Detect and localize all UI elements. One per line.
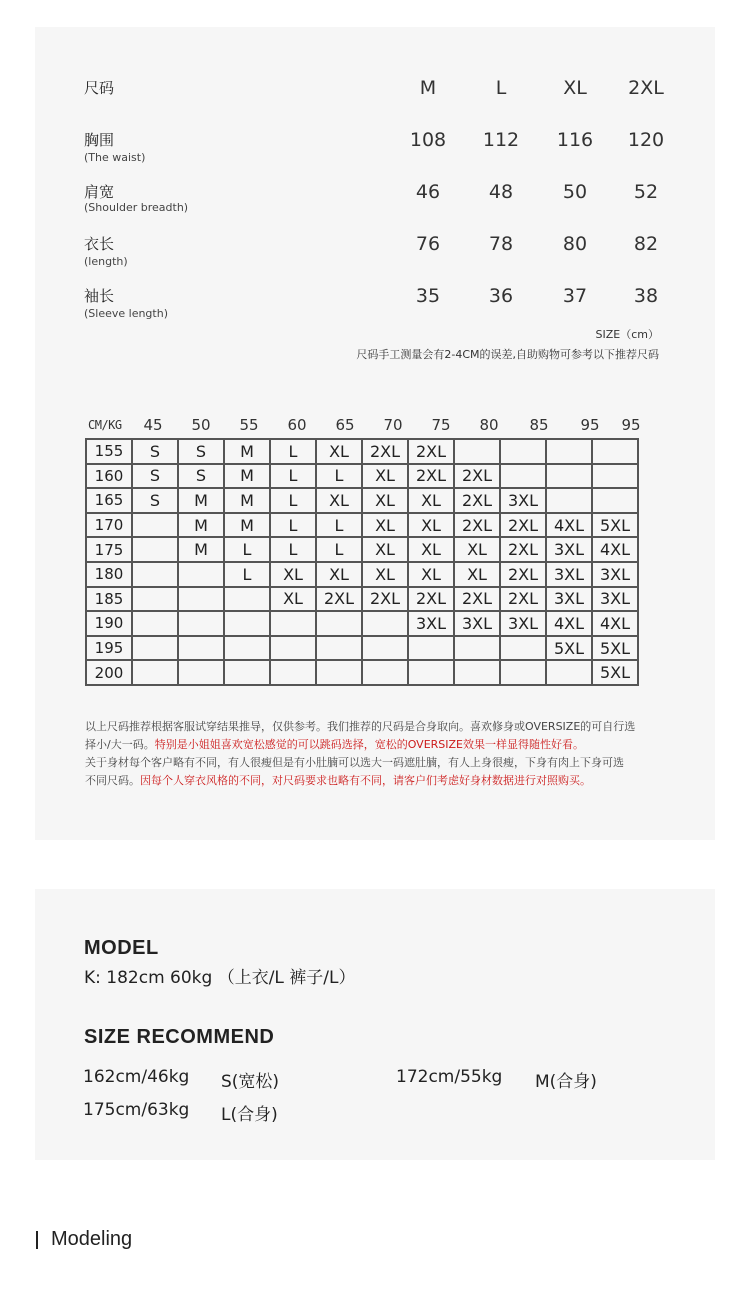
- grid-cell: [270, 660, 316, 685]
- size-value: 80: [562, 233, 588, 255]
- model-info: K: 182cm 60kg （上衣/L 裤子/L）: [84, 968, 356, 988]
- grid-cell: XL: [454, 537, 500, 562]
- weight-label: 65: [335, 416, 355, 434]
- grid-cell: [132, 636, 178, 661]
- grid-cell: 2XL: [500, 513, 546, 538]
- grid-cell: L: [224, 537, 270, 562]
- size-value: 120: [627, 129, 665, 151]
- disclaimer-highlight: 因每个人穿衣风格的不同，对尺码要求也略有不同，请客户们考虑好身材数据进行对照购买。: [140, 774, 591, 787]
- grid-cell: M: [178, 488, 224, 513]
- weight-label: 95: [621, 416, 641, 434]
- row-label: 衣长: [84, 235, 115, 253]
- height-label: 160: [86, 464, 132, 489]
- grid-cell: XL: [362, 464, 408, 489]
- grid-cell: 2XL: [500, 562, 546, 587]
- grid-cell: 2XL: [454, 587, 500, 612]
- grid-row: [86, 464, 638, 489]
- grid-weight-header: [88, 416, 663, 436]
- grid-cell: 2XL: [362, 587, 408, 612]
- grid-row: [86, 611, 638, 636]
- grid-cell: XL: [408, 537, 454, 562]
- grid-cell: S: [132, 439, 178, 464]
- grid-cell: [362, 611, 408, 636]
- grid-cell: M: [224, 513, 270, 538]
- weight-label: 85: [529, 416, 549, 434]
- row-label: 胸围: [84, 131, 115, 149]
- grid-cell: 3XL: [546, 562, 592, 587]
- weight-label: 45: [143, 416, 163, 434]
- row-label: 袖长: [84, 287, 115, 305]
- grid-cell: [178, 562, 224, 587]
- disclaimer-line: 关于身材每个客户略有不同，有人很瘦但是有小肚腩可以选大一码遮肚腩，有人上身很瘦，下身有肉上下身可选: [85, 756, 624, 769]
- row-sublabel: (Shoulder breadth): [84, 201, 189, 214]
- size-recommendation-grid: [85, 438, 639, 686]
- grid-cell: [454, 636, 500, 661]
- grid-cell: L: [224, 562, 270, 587]
- height-label: 170: [86, 513, 132, 538]
- grid-cell: XL: [362, 488, 408, 513]
- grid-cell: [454, 660, 500, 685]
- grid-cell: 3XL: [500, 611, 546, 636]
- grid-cell: L: [316, 513, 362, 538]
- grid-cell: 3XL: [546, 587, 592, 612]
- grid-cell: 5XL: [546, 636, 592, 661]
- grid-cell: [546, 488, 592, 513]
- grid-row: [86, 537, 638, 562]
- size-value: 112: [482, 129, 520, 151]
- accuracy-note: 尺码手工测量会有2-4CM的误差,自助购物可参考以下推荐尺码: [356, 348, 659, 361]
- grid-cell: [224, 611, 270, 636]
- recommend-size: L(合身): [221, 1105, 278, 1125]
- grid-cell: [454, 439, 500, 464]
- grid-cell: 3XL: [546, 537, 592, 562]
- grid-cell: [270, 611, 316, 636]
- grid-cell: 4XL: [592, 611, 638, 636]
- grid-cell: XL: [316, 562, 362, 587]
- recommend-size: S(宽松): [221, 1072, 280, 1092]
- weight-label: 95: [580, 416, 600, 434]
- height-label: 200: [86, 660, 132, 685]
- height-label: 175: [86, 537, 132, 562]
- recommend-measure: 162cm/46kg: [83, 1067, 190, 1087]
- height-label: 155: [86, 439, 132, 464]
- grid-cell: 3XL: [500, 488, 546, 513]
- size-recommend-title: SIZE RECOMMEND: [84, 1026, 275, 1048]
- grid-cell: [316, 611, 362, 636]
- grid-cell: 2XL: [362, 439, 408, 464]
- size-value: 52: [633, 181, 659, 203]
- weight-label: 70: [383, 416, 403, 434]
- weight-label: 50: [191, 416, 211, 434]
- grid-cell: L: [270, 513, 316, 538]
- grid-cell: 3XL: [408, 611, 454, 636]
- grid-cell: S: [132, 488, 178, 513]
- grid-cell: L: [316, 537, 362, 562]
- grid-cell: [500, 464, 546, 489]
- grid-cell: 2XL: [454, 513, 500, 538]
- grid-row: [86, 439, 638, 464]
- grid-cell: [546, 439, 592, 464]
- size-value: 46: [415, 181, 441, 203]
- grid-cell: [362, 660, 408, 685]
- grid-cell: XL: [316, 439, 362, 464]
- grid-cell: [132, 513, 178, 538]
- grid-cell: [178, 636, 224, 661]
- grid-cell: 2XL: [408, 464, 454, 489]
- size-value: 78: [488, 233, 514, 255]
- disclaimer-text: 不同尺码。: [85, 774, 140, 787]
- row-sublabel: (length): [84, 255, 128, 268]
- grid-cell: [132, 562, 178, 587]
- height-label: 195: [86, 636, 132, 661]
- grid-cell: 2XL: [500, 537, 546, 562]
- grid-cell: L: [270, 439, 316, 464]
- grid-cell: S: [178, 439, 224, 464]
- grid-cell: [592, 464, 638, 489]
- grid-cell: [178, 587, 224, 612]
- grid-cell: [132, 660, 178, 685]
- height-label: 180: [86, 562, 132, 587]
- grid-cell: [316, 660, 362, 685]
- grid-cell: L: [270, 464, 316, 489]
- section-marker: [36, 1231, 38, 1249]
- grid-cell: XL: [270, 562, 316, 587]
- row-sublabel: (Sleeve length): [84, 307, 168, 320]
- grid-cell: [408, 660, 454, 685]
- grid-cell: XL: [362, 537, 408, 562]
- weight-label: 80: [479, 416, 499, 434]
- row-label: 肩宽: [84, 183, 115, 201]
- grid-cell: 2XL: [316, 587, 362, 612]
- grid-cell: XL: [408, 488, 454, 513]
- grid-cell: 4XL: [592, 537, 638, 562]
- grid-row: [86, 513, 638, 538]
- recommend-measure: 175cm/63kg: [83, 1100, 190, 1120]
- grid-cell: [500, 660, 546, 685]
- size-col-m: M: [419, 77, 437, 99]
- grid-cell: [224, 660, 270, 685]
- grid-cell: 4XL: [546, 611, 592, 636]
- grid-row: [86, 587, 638, 612]
- disclaimer-line: 以上尺码推荐根据客服试穿结果推导，仅供参考。我们推荐的尺码是合身取向。喜欢修身或OVERSIZE的可自行选: [85, 720, 636, 733]
- grid-row: [86, 562, 638, 587]
- grid-row: [86, 488, 638, 513]
- weight-label: 60: [287, 416, 307, 434]
- grid-cell: XL: [362, 562, 408, 587]
- grid-cell: 3XL: [592, 587, 638, 612]
- grid-cell: [362, 636, 408, 661]
- grid-cell: [592, 439, 638, 464]
- grid-cell: M: [224, 439, 270, 464]
- disclaimer-line: [85, 736, 665, 754]
- grid-cell: 5XL: [592, 513, 638, 538]
- size-value: 116: [556, 129, 594, 151]
- grid-cell: 2XL: [454, 464, 500, 489]
- grid-cell: [270, 636, 316, 661]
- row-sublabel: (The waist): [84, 151, 146, 164]
- size-header-label: 尺码: [84, 79, 115, 97]
- recommend-measure: 172cm/55kg: [396, 1067, 503, 1087]
- grid-cell: M: [178, 513, 224, 538]
- grid-cell: S: [178, 464, 224, 489]
- section-title: Modeling: [51, 1228, 133, 1250]
- weight-label: 55: [239, 416, 259, 434]
- grid-cell: [592, 488, 638, 513]
- grid-cell: [546, 464, 592, 489]
- grid-cell: XL: [408, 513, 454, 538]
- grid-cell: XL: [408, 562, 454, 587]
- size-value: 37: [562, 285, 588, 307]
- size-value: 82: [633, 233, 659, 255]
- grid-cell: [178, 611, 224, 636]
- grid-cell: 2XL: [500, 587, 546, 612]
- grid-cell: [546, 660, 592, 685]
- height-label: 185: [86, 587, 132, 612]
- size-value: 36: [488, 285, 514, 307]
- weight-label: 75: [431, 416, 451, 434]
- grid-cell: 2XL: [408, 439, 454, 464]
- grid-cell: 3XL: [454, 611, 500, 636]
- grid-cell: L: [270, 488, 316, 513]
- grid-cell: [224, 587, 270, 612]
- grid-cell: XL: [362, 513, 408, 538]
- size-value: 76: [415, 233, 441, 255]
- grid-cell: L: [270, 537, 316, 562]
- model-title: MODEL: [84, 937, 159, 959]
- size-col-2xl: 2XL: [628, 77, 664, 99]
- grid-cell: 3XL: [592, 562, 638, 587]
- grid-cell: [224, 636, 270, 661]
- disclaimer-text: 择小/大一码。: [85, 738, 155, 751]
- grid-cell: S: [132, 464, 178, 489]
- grid-cell: M: [224, 488, 270, 513]
- grid-cell: L: [316, 464, 362, 489]
- grid-cell: 5XL: [592, 660, 638, 685]
- grid-cell: [178, 660, 224, 685]
- size-value: 38: [633, 285, 659, 307]
- grid-row: [86, 636, 638, 661]
- grid-cell: 2XL: [408, 587, 454, 612]
- disclaimer-line: [85, 772, 665, 790]
- size-col-xl: XL: [563, 77, 587, 99]
- grid-cell: 2XL: [454, 488, 500, 513]
- size-value: 48: [488, 181, 514, 203]
- grid-cell: [500, 636, 546, 661]
- size-value: 35: [415, 285, 441, 307]
- grid-cell: M: [178, 537, 224, 562]
- size-value: 108: [409, 129, 447, 151]
- grid-cell: [316, 636, 362, 661]
- grid-cell: 5XL: [592, 636, 638, 661]
- size-col-l: L: [495, 77, 507, 99]
- grid-cell: M: [224, 464, 270, 489]
- grid-cell: [132, 587, 178, 612]
- grid-cell: XL: [270, 587, 316, 612]
- size-value: 50: [562, 181, 588, 203]
- unit-note: SIZE（cm）: [595, 328, 659, 341]
- grid-corner-label: CM/KG: [88, 418, 122, 432]
- height-label: 165: [86, 488, 132, 513]
- height-label: 190: [86, 611, 132, 636]
- disclaimer-highlight: 特别是小姐姐喜欢宽松感觉的可以跳码选择，宽松的OVERSIZE效果一样显得随性好看。: [154, 738, 585, 751]
- grid-cell: [132, 537, 178, 562]
- grid-cell: XL: [454, 562, 500, 587]
- grid-row: [86, 660, 638, 685]
- grid-cell: XL: [316, 488, 362, 513]
- recommend-size: M(合身): [535, 1072, 597, 1092]
- grid-cell: [408, 636, 454, 661]
- grid-cell: 4XL: [546, 513, 592, 538]
- grid-cell: [132, 611, 178, 636]
- grid-cell: [500, 439, 546, 464]
